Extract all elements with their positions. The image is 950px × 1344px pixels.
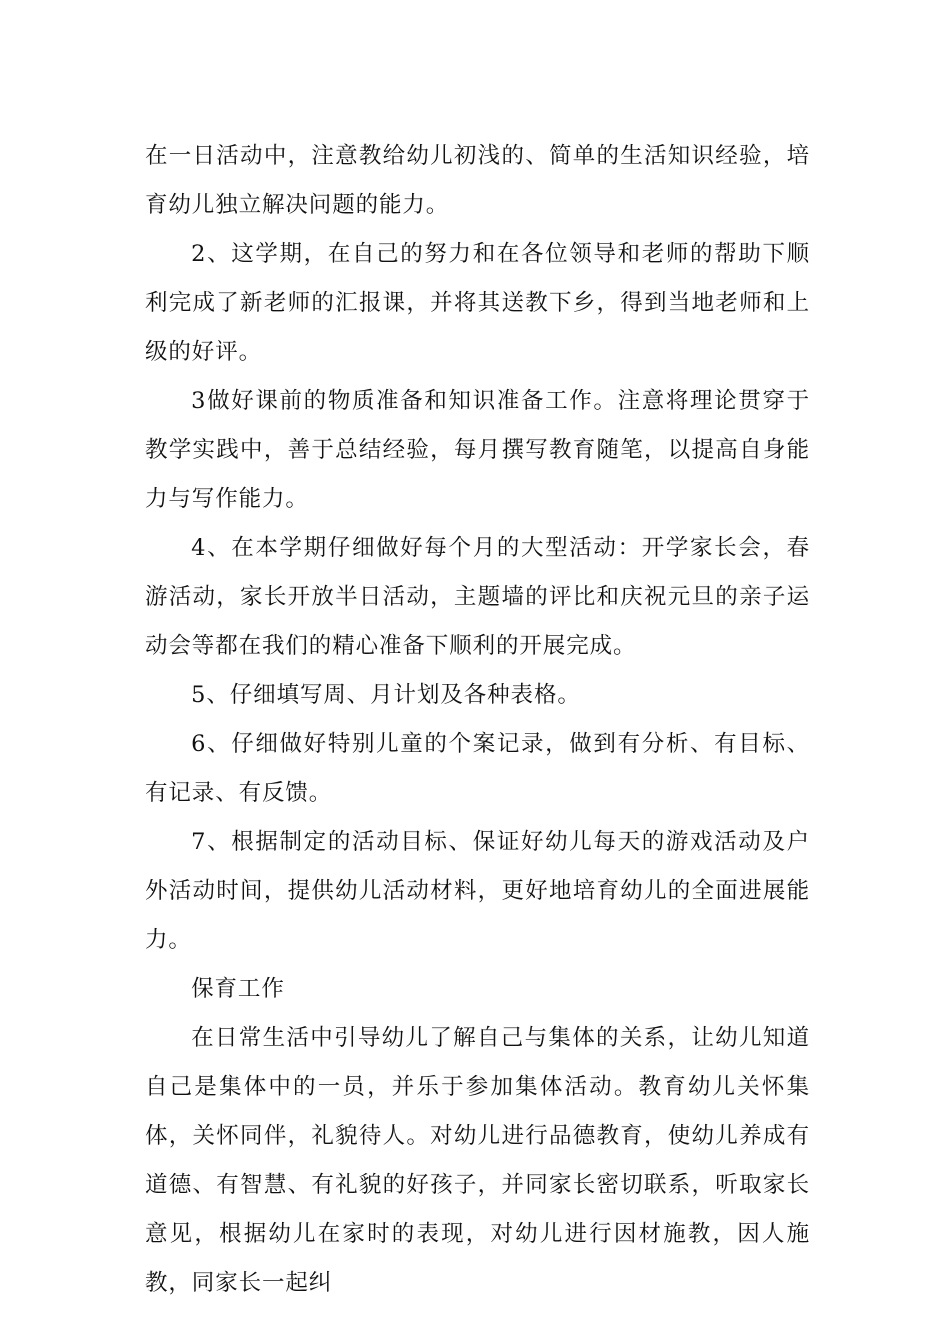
section-heading-care-work: 保育工作 xyxy=(191,976,285,1002)
paragraph-item-3: 3做好课前的物质准备和知识准备工作。注意将理论贯穿于教学实践中，善于总结经验，每月撰写教育随笔，以提高自身能力与写作能力。 xyxy=(145,388,810,512)
paragraph-continuation: 在一日活动中，注意教给幼儿初浅的、简单的生活知识经验，培育幼儿独立解决问题的能力。 xyxy=(145,143,810,218)
document-body xyxy=(145,132,810,1308)
paragraph-item-6: 6、仔细做好特别儿童的个案记录，做到有分析、有目标、有记录、有反馈。 xyxy=(145,731,810,806)
paragraph-item-5: 5、仔细填写周、月计划及各种表格。 xyxy=(191,682,581,708)
paragraph-item-4: 4、在本学期仔细做好每个月的大型活动：开学家长会，春游活动，家长开放半日活动，主题墙的评比和庆祝元旦的亲子运动会等都在我们的精心准备下顺利的开展完成。 xyxy=(145,535,810,659)
paragraph-item-2: 2、这学期，在自己的努力和在各位领导和老师的帮助下顺利完成了新老师的汇报课，并将其送教下乡，得到当地老师和上级的好评。 xyxy=(145,241,810,365)
paragraph-care-work: 在日常生活中引导幼儿了解自己与集体的关系，让幼儿知道自己是集体中的一员，并乐于参加集体活动。教育幼儿关怀集体，关怀同伴，礼貌待人。对幼儿进行品德教育，使幼儿养成有道德、有智慧、有礼貌的好孩子，并同家长密切联系，听取家长意见，根据幼儿在家时的表现，对幼儿进行因材施教，因人施教，同家长一起纠 xyxy=(145,1025,810,1296)
paragraph-item-7: 7、根据制定的活动目标、保证好幼儿每天的游戏活动及户外活动时间，提供幼儿活动材料，更好地培育幼儿的全面进展能力。 xyxy=(145,829,810,953)
